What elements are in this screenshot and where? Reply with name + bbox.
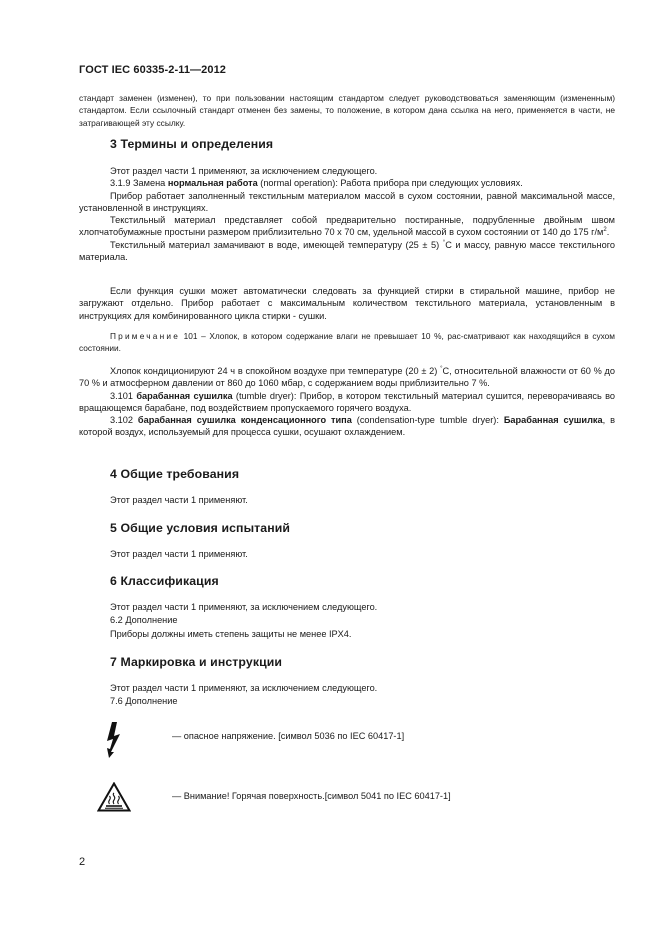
s3-p2: 3.1.9 Замена нормальная работа (normal operation): Работа прибора при следующих условиях. (110, 178, 523, 189)
section-7-heading: 7 Маркировка и инструкции (110, 655, 283, 669)
s3-p5: Текстильный материал замачивают в воде, имеющей температуру (25 ± 5) °С и массу, равную массе текстильного материала. (79, 239, 615, 263)
section-3-body-2 (79, 285, 615, 322)
s3-p4: Текстильный материал представляет собой предварительно постиранные, подрубленные двойным швом хлопчатобумажные простыни размером приблизительно 70 х 70 см, удельной массой в сухом состоянии от 140 до 175 $г/м^2$. (79, 215, 615, 238)
s6-p3: Приборы должны иметь степень защиты не менее IPX4. (110, 629, 352, 639)
s3-note: Примечание 101 – Хлопок, в котором содержание влаги не превышает 10 %, рас-сматривают как находящийся в сухом состоянии. (79, 331, 615, 353)
hot-surface-icon (97, 782, 131, 812)
section-3-body-3 (79, 365, 615, 439)
symbol-5036-caption: — опасное напряжение. [символ 5036 по IEC 60417-1] (172, 731, 405, 741)
s5-p1: Этот раздел части 1 применяют. (110, 549, 248, 559)
document-header: ГОСТ IEC 60335-2-11—2012 (79, 64, 227, 76)
section-4-heading: 4 Общие требования (110, 467, 240, 481)
s7-p1: Этот раздел части 1 применяют, за исключением следующего. (110, 683, 378, 693)
s3-p8: 3.101 барабанная сушилка (tumble dryer): Прибор, в котором текстильный материал сушится, переворачиваясь во вращающемся барабане, под воздействием пропускаемого горячего воздуха. (79, 390, 615, 413)
s3-p9: 3.102 барабанная сушилка конденсационного типа (condensation-type tumble dryer): Барабанная сушилка, в которой воздух, используемый для процесса сушки, осушают охлаждением. (79, 415, 615, 438)
s7-p2: 7.6 Дополнение (110, 696, 178, 706)
section-5-heading: 5 Общие условия испытаний (110, 521, 291, 535)
s3-p6: Если функция сушки может автоматически следовать за функцией стирки в стиральной машине, прибор не загружают отдельно. Прибор работает с максимальным количеством текстильного материала, установленным в инструкциях для комбинированного цикла стирки - сушки. (79, 286, 615, 321)
high-voltage-icon (105, 722, 127, 758)
s3-p7: Хлопок кондиционируют 24 ч в спокойном воздухе при температуре (20 ± 2) °С, относительной влажности от 60 % до 70 % и атмосферном давлении от 860 до 1060 мбар, с содержанием воды приблизительно 7 %. (79, 365, 615, 389)
s3-p1: Этот раздел части 1 применяют, за исключением следующего. (110, 166, 378, 176)
section-3-body (79, 165, 615, 263)
section-3-note (79, 331, 615, 354)
section-6-heading: 6 Классификация (110, 574, 219, 588)
s6-p2: 6.2 Дополнение (110, 615, 178, 625)
s3-p3: Прибор работает заполненный текстильным материалом массой в сухом состоянии, равной максимальной массе, установленной в инструкциях. (79, 190, 615, 213)
page-number: 2 (79, 856, 86, 868)
intro-paragraph: стандарт заменен (изменен), то при пользовании настоящим стандартом следует руководствоваться заменяющим (измененным) стандартом. Если ссылочный стандарт отменен без замены, то положение, в котором дана ссылка на него, применяется в части, не затрагивающей эту ссылку. (79, 93, 615, 128)
s6-p1: Этот раздел части 1 применяют, за исключением следующего. (110, 602, 378, 612)
symbol-5041-caption: — Внимание! Горячая поверхность.[символ 5041 по IEC 60417-1] (172, 791, 451, 801)
s4-p1: Этот раздел части 1 применяют. (110, 495, 248, 505)
section-3-heading: 3 Термины и определения (110, 137, 274, 151)
